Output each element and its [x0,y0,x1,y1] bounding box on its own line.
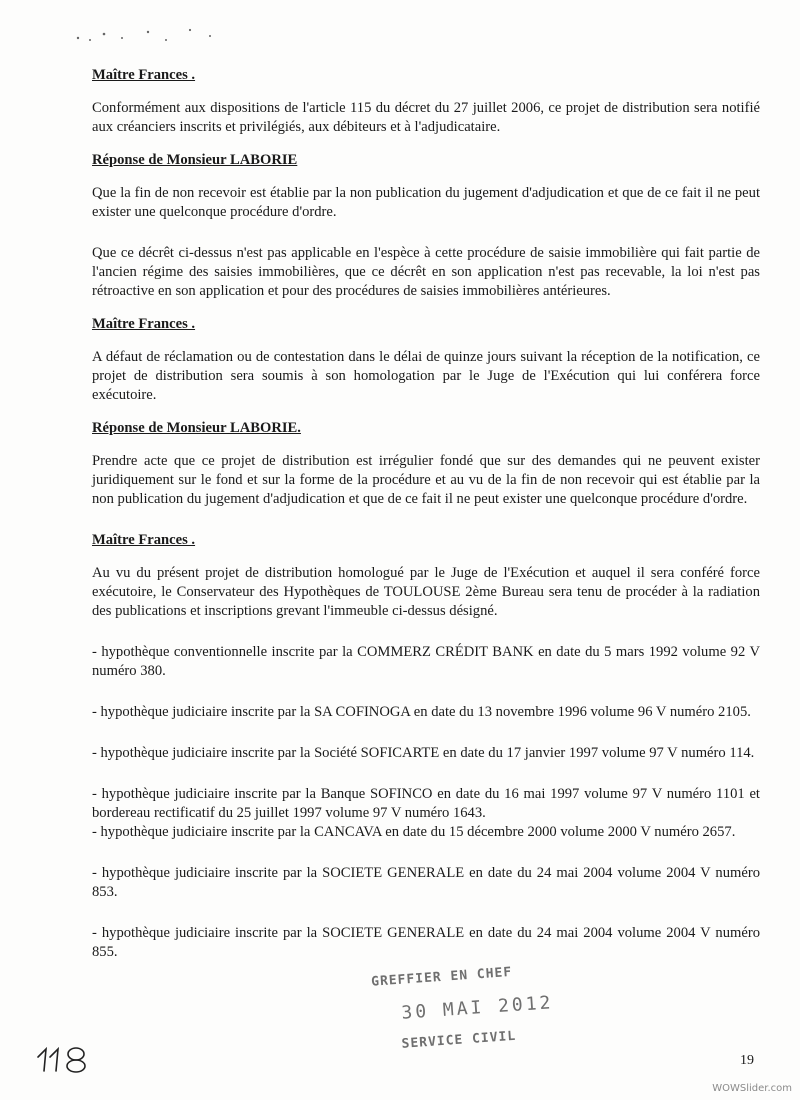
paragraph: A défaut de réclamation ou de contestation dans le délai de quinze jours suivant la réception de la notification, ce projet de distribution sera soumis à son homologation par le Juge de l'Exécution qui lui conférera force exécutoire. [92,349,760,403]
mortgage-item: - hypothèque conventionnelle inscrite par la COMMERZ CRÉDIT BANK en date du 5 mars 1992 volume 92 V numéro 380. [92,644,760,679]
paragraph: Conformément aux dispositions de l'article 115 du décret du 27 juillet 2006, ce projet de distribution sera notifié aux créanciers inscrits et privilégiés, aux débiteurs et à l'adjudicataire. [92,100,760,135]
section-heading: Maître Frances . [92,316,196,332]
stamp-line-clerk: GREFFIER EN CHEF [370,964,513,990]
paragraph: Au vu du présent projet de distribution homologué par le Juge de l'Exécution et auquel il sera conféré force exécutoire, le Conservateur des Hypothèques de TOULOUSE 2ème Bureau sera tenu de procéder à la radiation des publications et inscriptions grevant l'immeuble ci-dessus désigné. [92,565,760,619]
mortgage-item: - hypothèque judiciaire inscrite par la SA COFINOGA en date du 13 novembre 1996 volume 96 V numéro 2105. [92,704,751,720]
document-body [92,66,760,976]
handwritten-page-number [34,1043,94,1073]
paragraph: Que la fin de non recevoir est établie par la non publication du jugement d'adjudication et que de ce fait il ne peut exister une quelconque procédure d'ordre. [92,185,760,220]
section-heading: Réponse de Monsieur LABORIE [92,152,298,168]
section-1 [92,66,760,137]
stamp-date: 30 MAI 2012 [400,992,555,1024]
court-clerk-stamp [357,960,583,1075]
watermark: WOWSlider.com [712,1083,792,1094]
paragraph: Que ce décrêt ci-dessus n'est pas applicable en l'espèce à cette procédure de saisie immobilière qui fait partie de l'ancien régime des saisies immobilières, que ce décrêt en son application n'est pas recevable, la loi n'est pas rétroactive en son application et pour des procédures de saisies immobilières antérieures. [92,245,760,299]
paragraph: Prendre acte que ce projet de distribution est irrégulier fondé que sur des demandes qui ne peuvent exister juridiquement sur le fond et sur la forme de la procédure et au vu de la fin de non recevoir qui est établie par la non publication du jugement d'adjudication et que de ce fait il ne peut exister une quelconque procédure d'ordre. [92,453,760,507]
stamp-service: SERVICE CIVIL [401,1028,517,1052]
section-heading: Maître Frances . [92,67,196,83]
section-3 [92,315,760,405]
mortgage-item: - hypothèque judiciaire inscrite par la CANCAVA en date du 15 décembre 2000 volume 2000 V numéro 2657. [92,824,736,840]
page-number: 19 [740,1053,754,1068]
mortgage-item: - hypothèque judiciaire inscrite par la Banque SOFINCO en date du 16 mai 1997 volume 97 V numéro 1101 et bordereau rectificatif du 25 juillet 1997 volume 97 V numéro 1643. [92,786,760,821]
mortgage-item: - hypothèque judiciaire inscrite par la SOCIETE GENERALE en date du 24 mai 2004 volume 2004 V numéro 853. [92,865,760,900]
section-heading: Maître Frances . [92,532,196,548]
section-heading: Réponse de Monsieur LABORIE. [92,420,301,436]
section-2 [92,151,760,301]
section-4 [92,419,760,509]
mortgage-item: - hypothèque judiciaire inscrite par la SOCIETE GENERALE en date du 24 mai 2004 volume 2004 V numéro 855. [92,925,760,960]
mortgage-item: - hypothèque judiciaire inscrite par la Société SOFICARTE en date du 17 janvier 1997 volume 97 V numéro 114. [92,745,755,761]
section-5 [92,531,760,962]
scan-noise-mark [70,18,230,48]
